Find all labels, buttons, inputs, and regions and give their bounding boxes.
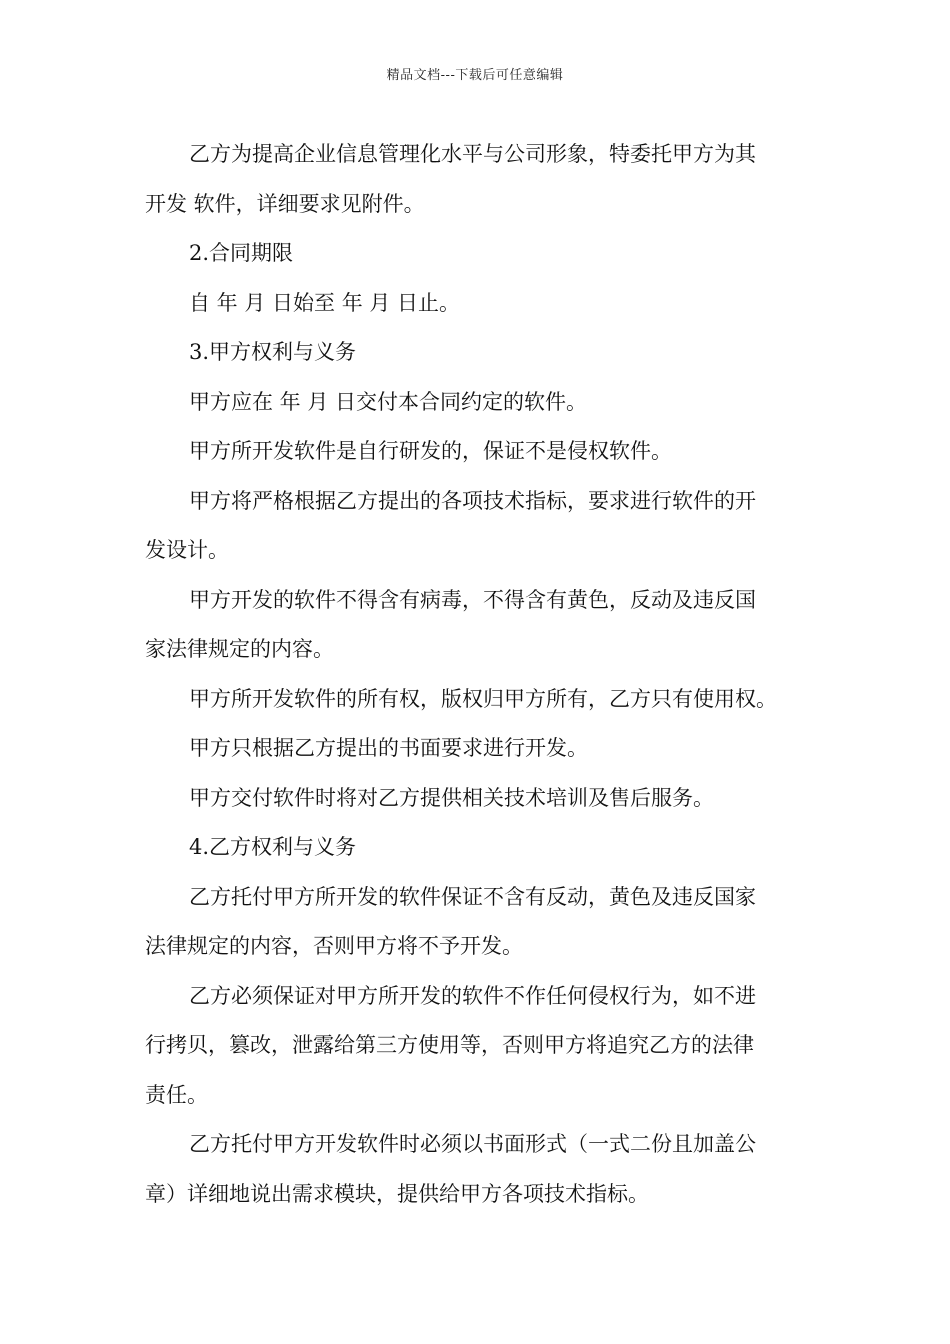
- paragraph-line: 行拷贝，篡改，泄露给第三方使用等，否则甲方将追究乙方的法律: [145, 1033, 754, 1057]
- paragraph-line: 章）详细地说出需求模块，提供给甲方各项技术指标。: [145, 1181, 649, 1206]
- paragraph-line: 甲方所开发软件是自行研发的，保证不是侵权软件。: [189, 439, 672, 463]
- paragraph-line: 乙方托付甲方开发软件时必须以书面形式（一式二份且加盖公: [189, 1132, 756, 1156]
- section-heading-2: [145, 229, 810, 279]
- paragraph-line: 乙方托付甲方所开发的软件保证不含有反动，黄色及违反国家: [189, 884, 756, 909]
- section-heading-4: [145, 823, 810, 873]
- paragraph-term: [145, 279, 810, 329]
- paragraph-design: [145, 477, 810, 576]
- paragraph-line: 4.乙方权利与义务: [189, 835, 357, 859]
- paragraph-line: 家法律规定的内容。: [145, 637, 334, 661]
- paragraph-self-developed: [145, 427, 810, 477]
- paragraph-line: 甲方开发的软件不得含有病毒，不得含有黄色，反动及违反国: [189, 587, 756, 612]
- paragraph-content-guarantee: [145, 873, 810, 972]
- paragraph-written-requirements: [145, 724, 810, 774]
- paragraph-line: 乙方为提高企业信息管理化水平与公司形象，特委托甲方为其: [189, 142, 756, 166]
- paragraph-ownership: [145, 675, 810, 725]
- paragraph-line: 甲方应在 年 月 日交付本合同约定的软件。: [189, 389, 588, 414]
- paragraph-line: 甲方将严格根据乙方提出的各项技术指标，要求进行软件的开: [189, 488, 756, 513]
- paragraph-delivery: [145, 378, 810, 428]
- paragraph-line: 发设计。: [145, 538, 229, 562]
- paragraph-no-infringement: [145, 972, 810, 1121]
- paragraph-line: 法律规定的内容，否则甲方将不予开发。: [145, 934, 523, 958]
- paragraph-line: 3.甲方权利与义务: [189, 340, 357, 364]
- paragraph-line: 甲方只根据乙方提出的书面要求进行开发。: [189, 736, 588, 760]
- paragraph-line: 自 年 月 日始至 年 月 日止。: [189, 290, 461, 315]
- paragraph-1: [145, 130, 810, 229]
- paragraph-line: 甲方所开发软件的所有权，版权归甲方所有，乙方只有使用权。: [189, 686, 777, 711]
- paragraph-line: 乙方必须保证对甲方所开发的软件不作任何侵权行为，如不进: [189, 983, 756, 1008]
- paragraph-training: [145, 774, 810, 824]
- paragraph-line: 2.合同期限: [189, 241, 294, 265]
- paragraph-written-form: [145, 1120, 810, 1219]
- page-header: 精品文档---下载后可任意编辑: [386, 68, 564, 83]
- document-body: [145, 130, 810, 1219]
- paragraph-no-virus: [145, 576, 810, 675]
- paragraph-line: 责任。: [145, 1082, 208, 1107]
- paragraph-line: 开发 软件，详细要求见附件。: [145, 191, 425, 216]
- section-heading-3: [145, 328, 810, 378]
- paragraph-line: 甲方交付软件时将对乙方提供相关技术培训及售后服务。: [189, 785, 714, 810]
